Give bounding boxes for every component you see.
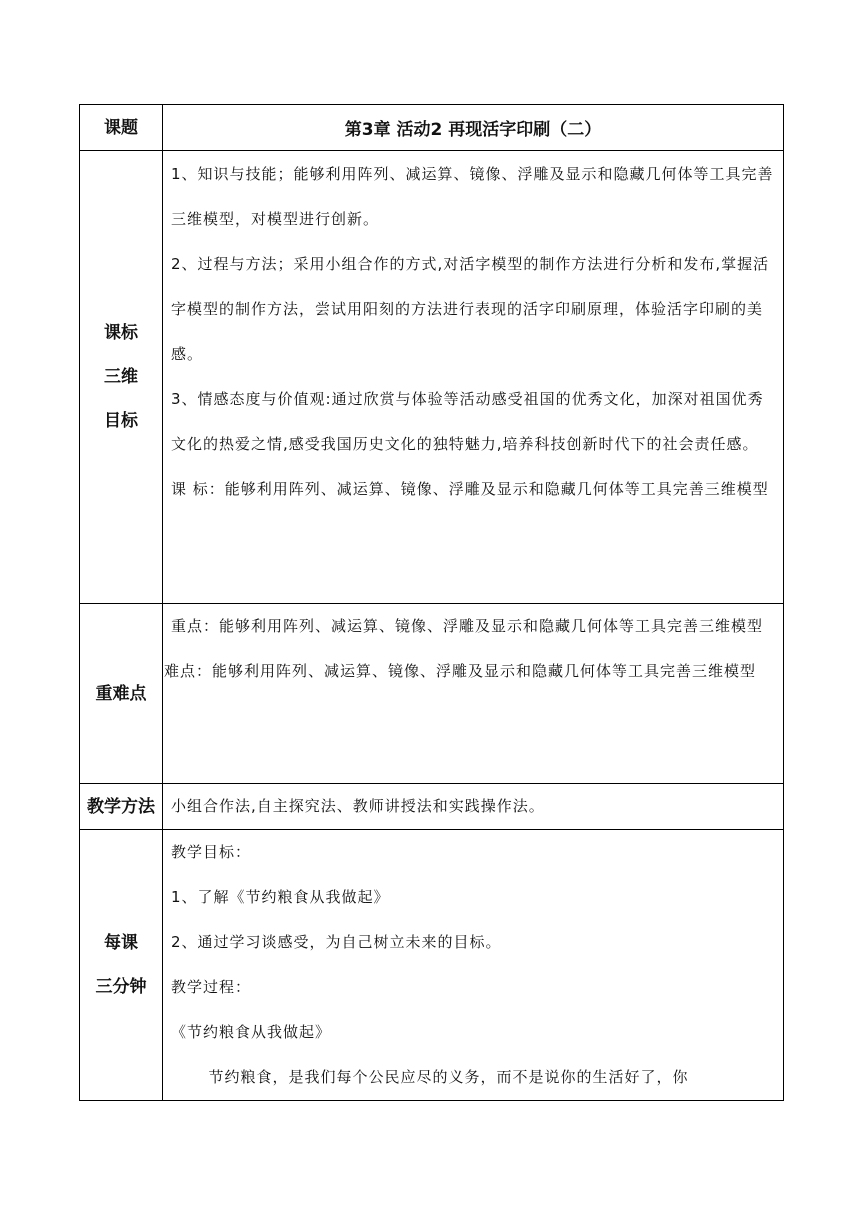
three-minute-row <box>80 830 784 1101</box>
key-point: 重点：能够利用阵列、减运算、镜像、浮雕及显示和隐藏几何体等工具完善三维模型 <box>171 617 764 635</box>
goal-process: 2、过程与方法；采用小组合作的方式,对活字模型的制作方法进行分析和发布,掌握活字模型的制作方法，尝试用阳刻的方法进行表现的活字印刷原理，体验活字印刷的美感。 <box>171 255 770 363</box>
three-minute-content <box>163 830 784 1101</box>
title-row <box>80 105 784 151</box>
goal-heading: 教学目标： <box>171 843 252 861</box>
method-row <box>80 784 784 830</box>
article-text: 节约粮食，是我们每个公民应尽的义务，而不是说你的生活好了，你 <box>208 1068 689 1086</box>
lesson-title: 第3章 活动2 再现活字印刷（二） <box>163 105 784 151</box>
goals-row <box>80 151 784 604</box>
goal-item: 2、通过学习谈感受，为自己树立未来的目标。 <box>171 933 502 951</box>
key-points-content <box>163 604 784 784</box>
goals-content <box>163 151 784 604</box>
three-minute-label <box>80 830 163 1101</box>
title-label: 课题 <box>80 105 163 151</box>
goal-attitude: 3、情感态度与价值观:通过欣赏与体验等活动感受祖国的优秀文化，加深对祖国优秀文化的热爱之情,感受我国历史文化的独特魅力,培养科技创新时代下的社会责任感。 <box>171 390 764 453</box>
method-text: 小组合作法,自主探究法、教师讲授法和实践操作法。 <box>171 797 545 815</box>
article-title: 《节约粮食从我做起》 <box>171 1023 332 1041</box>
lesson-plan-table <box>79 104 784 1101</box>
method-content <box>163 784 784 830</box>
goals-label <box>80 151 163 604</box>
goal-knowledge: 1、知识与技能；能够利用阵列、减运算、镜像、浮雕及显示和隐藏几何体等工具完善三维模型，对模型进行创新。 <box>171 165 774 228</box>
method-label: 教学方法 <box>80 784 163 830</box>
goal-standard: 课 标：能够利用阵列、减运算、镜像、浮雕及显示和隐藏几何体等工具完善三维模型 <box>171 480 769 498</box>
process-heading: 教学过程： <box>171 978 252 996</box>
goals-label-line: 课标 <box>104 323 138 343</box>
goal-item: 1、了解《节约粮食从我做起》 <box>171 888 390 906</box>
three-minute-label-line: 每课 <box>104 933 138 953</box>
three-minute-label-line: 三分钟 <box>95 977 147 997</box>
goals-label-line: 三维 <box>104 367 138 387</box>
key-points-row <box>80 604 784 784</box>
difficult-point: 难点：能够利用阵列、减运算、镜像、浮雕及显示和隐藏几何体等工具完善三维模型 <box>164 662 757 680</box>
key-points-label: 重难点 <box>80 604 163 784</box>
goals-label-line: 目标 <box>104 411 138 431</box>
